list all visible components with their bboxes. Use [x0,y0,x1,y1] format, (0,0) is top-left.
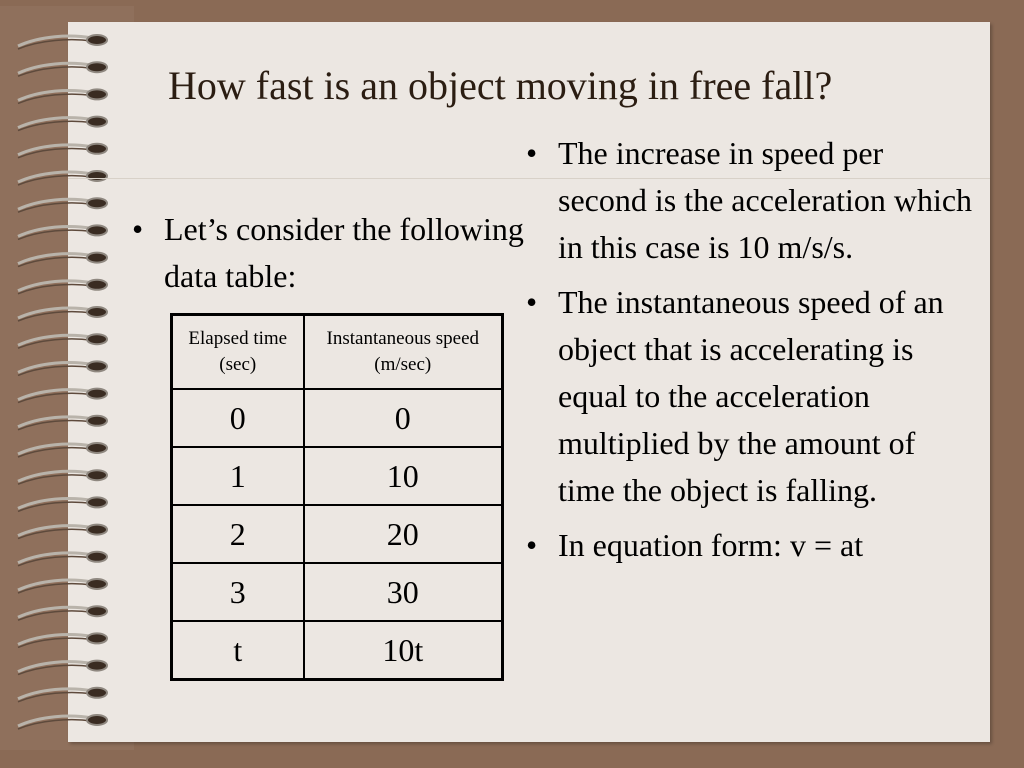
spiral-punch-hole [87,715,107,725]
spiral-punch-hole [87,35,107,45]
spiral-punch-hole [87,661,107,671]
left-bullet-list [124,206,524,300]
table-row [172,505,503,563]
spiral-punch-hole [87,253,107,263]
table-cell: 1 [172,447,304,505]
table-header-row [172,315,503,390]
spiral-punch-hole [87,633,107,643]
column-header-instantaneous-speed: Instantaneous speed (m/sec) [304,315,503,390]
table-cell: 0 [304,389,503,447]
table-cell: 0 [172,389,304,447]
spiral-punch-hole [87,606,107,616]
slide-title: How fast is an object moving in free fall? [168,63,833,108]
spiral-punch-hole [87,334,107,344]
table-row [172,621,503,680]
spiral-punch-hole [87,198,107,208]
spiral-punch-hole [87,62,107,72]
bullet-item: • In equation form: v = at [518,522,978,569]
column-header-elapsed-time: Elapsed time (sec) [172,315,304,390]
table-row [172,389,503,447]
table-cell: 30 [304,563,503,621]
spiral-punch-hole [87,307,107,317]
bullet-item: • Let’s consider the following data table: [124,206,524,300]
spiral-punch-hole [87,579,107,589]
spiral-punch-hole [87,117,107,127]
spiral-punch-hole [87,688,107,698]
data-table [170,313,504,681]
spiral-punch-hole [87,280,107,290]
table-cell: t [172,621,304,680]
spiral-punch-hole [87,389,107,399]
right-bullet-list [518,130,978,569]
spiral-punch-hole [87,361,107,371]
spiral-punch-hole [87,144,107,154]
spiral-punch-hole [87,225,107,235]
table-row [172,563,503,621]
spiral-punch-hole [87,470,107,480]
table-cell: 10t [304,621,503,680]
spiral-punch-hole [87,497,107,507]
spiral-punch-hole [87,525,107,535]
table-cell: 2 [172,505,304,563]
table-cell: 3 [172,563,304,621]
spiral-punch-hole [87,552,107,562]
spiral-binding-icon [0,22,120,742]
bullet-item: • The instantaneous speed of an object that is accelerating is equal to the acceleration multiplied by the amount of time the object is falling. [518,279,978,514]
spiral-punch-hole [87,171,107,181]
bullet-item: • The increase in speed per second is the acceleration which in this case is 10 m/s/s. [518,130,978,271]
spiral-punch-hole [87,416,107,426]
table-row [172,447,503,505]
spiral-punch-hole [87,443,107,453]
table-cell: 20 [304,505,503,563]
table-cell: 10 [304,447,503,505]
spiral-punch-hole [87,89,107,99]
